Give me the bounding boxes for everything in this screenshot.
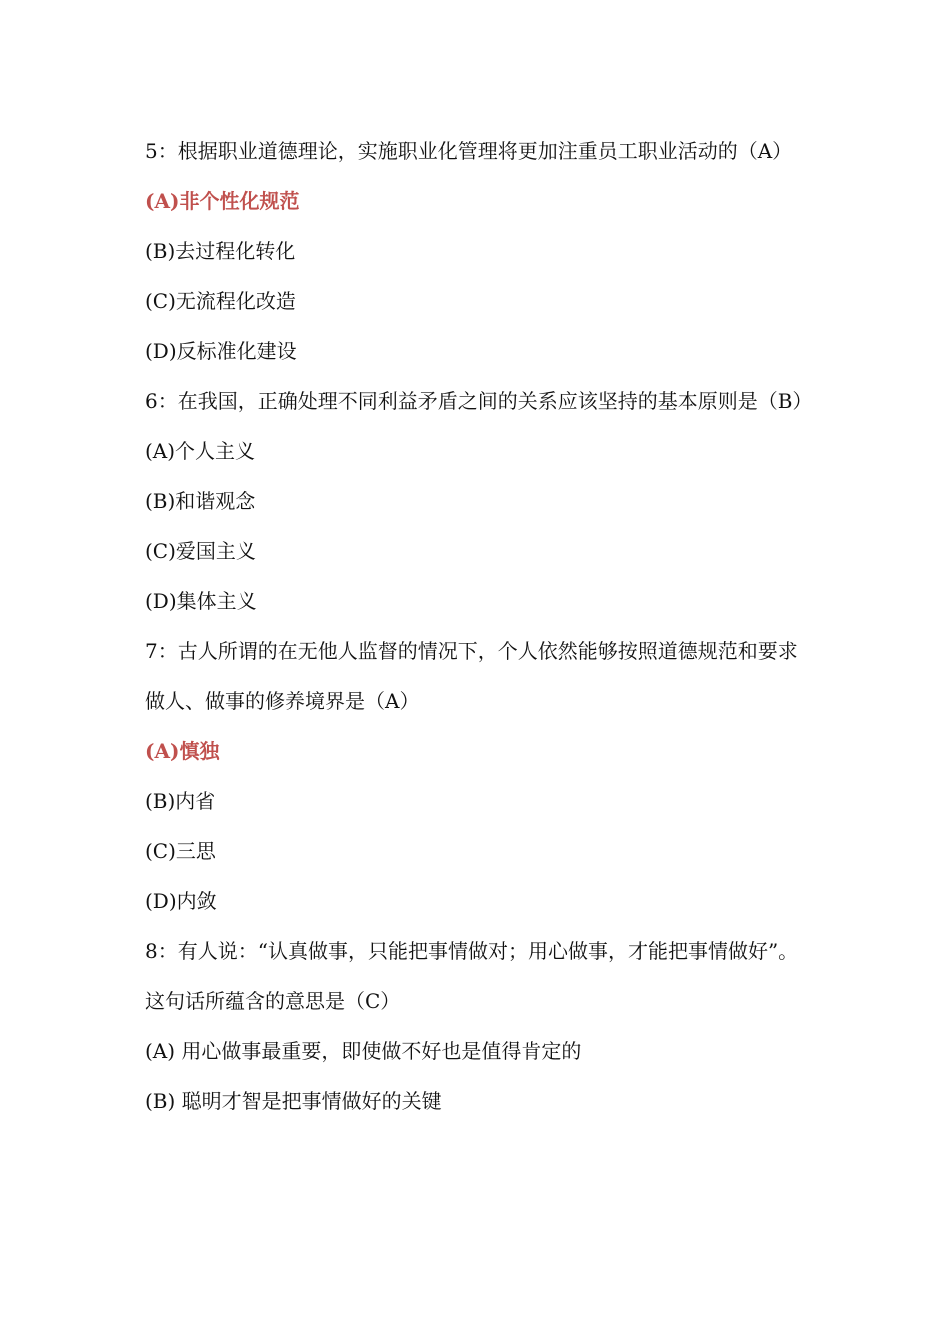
- option-a-correct: (A)慎独: [145, 739, 220, 763]
- question-5: [145, 126, 810, 176]
- option-d: (D)内敛: [145, 889, 217, 913]
- question-stem: 8：有人说：“认真做事，只能把事情做对；用心做事，才能把事情做好”。这句话所蕴含的意思是（C）: [145, 939, 799, 1013]
- question-stem: 5：根据职业道德理论，实施职业化管理将更加注重员工职业活动的（A）: [145, 139, 793, 163]
- option-a: (A) 用心做事最重要，即使做不好也是值得肯定的: [145, 1039, 582, 1063]
- option-a-correct: (A)非个性化规范: [145, 189, 300, 213]
- option-b: (B)去过程化转化: [145, 239, 296, 263]
- question-7: [145, 626, 810, 726]
- option-b: (B)内省: [145, 789, 216, 813]
- question-8: [145, 926, 810, 1026]
- option-b: (B) 聪明才智是把事情做好的关键: [145, 1089, 442, 1113]
- option-c: (C)无流程化改造: [145, 289, 296, 313]
- option-c: (C)爱国主义: [145, 539, 256, 563]
- question-stem: 7：古人所谓的在无他人监督的情况下，个人依然能够按照道德规范和要求做人、做事的修养境界是（A）: [145, 639, 798, 713]
- option-b: (B)和谐观念: [145, 489, 256, 513]
- question-6: [145, 376, 813, 426]
- question-stem: 6：在我国，正确处理不同利益矛盾之间的关系应该坚持的基本原则是（B）: [145, 389, 813, 413]
- option-a: (A)个人主义: [145, 439, 256, 463]
- option-d: (D)集体主义: [145, 589, 257, 613]
- document-page: [145, 126, 813, 1126]
- option-d: (D)反标准化建设: [145, 339, 297, 363]
- option-c: (C)三思: [145, 839, 216, 863]
